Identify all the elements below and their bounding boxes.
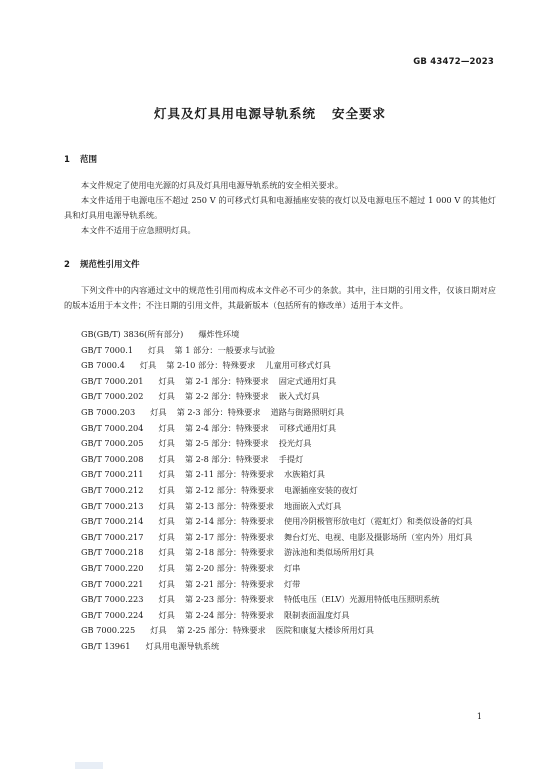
reference-code: GB/T 7000.201 xyxy=(81,375,144,386)
reference-item xyxy=(64,545,496,561)
reference-title: 舞台灯光、电视、电影及摄影场所（室内外）用灯具 xyxy=(283,531,473,542)
section-title: 范围 xyxy=(80,155,98,165)
reference-part: 灯具 xyxy=(158,484,175,495)
reference-item xyxy=(64,577,496,593)
reference-subpart: 第 2-3 部分：特殊要求 xyxy=(176,406,261,417)
reference-subpart: 第 2-14 部分：特殊要求 xyxy=(184,516,274,527)
scope-paragraph: 本文件不适用于应急照明灯具。 xyxy=(81,225,196,235)
reference-item xyxy=(64,467,496,483)
reference-part: 灯具 xyxy=(158,578,175,589)
footer-mark xyxy=(75,762,103,769)
reference-item xyxy=(64,389,496,405)
reference-code: GB/T 7000.220 xyxy=(81,562,144,573)
reference-subpart: 第 2-17 部分：特殊要求 xyxy=(184,531,274,542)
reference-code: GB/T 7000.204 xyxy=(81,422,144,433)
reference-part: 灯具 xyxy=(158,469,175,480)
reference-part: 灯具 xyxy=(158,547,175,558)
reference-code: GB/T 7000.213 xyxy=(81,500,144,511)
reference-subpart: 第 2-25 部分：特殊要求 xyxy=(176,625,266,636)
reference-part: 灯具 xyxy=(139,360,157,371)
reference-item xyxy=(64,623,496,639)
page-number: 1 xyxy=(476,712,482,721)
reference-item xyxy=(64,327,496,343)
reference-code: GB/T 7000.212 xyxy=(81,484,144,495)
reference-subpart: 第 2-4 部分：特殊要求 xyxy=(184,422,269,433)
reference-code: GB 7000.225 xyxy=(81,625,136,636)
reference-item xyxy=(64,436,496,452)
reference-subpart: 第 2-13 部分：特殊要求 xyxy=(184,500,274,511)
reference-title: 道路与街路照明灯具 xyxy=(270,406,345,417)
reference-title: 可移式通用灯具 xyxy=(278,422,337,433)
reference-part: 灯具 xyxy=(148,344,165,355)
reference-part: 灯具 xyxy=(158,500,175,511)
reference-title: 投光灯具 xyxy=(278,438,312,449)
reference-code: GB/T 7000.223 xyxy=(81,594,144,605)
reference-item xyxy=(64,421,496,437)
reference-title: 地面嵌入式灯具 xyxy=(283,500,342,511)
reference-code: GB/T 7000.202 xyxy=(81,391,144,402)
section-number: 2 xyxy=(64,260,70,270)
reference-subpart: 第 2-5 部分：特殊要求 xyxy=(184,438,269,449)
reference-subpart: 第 2-18 部分：特殊要求 xyxy=(184,547,274,558)
reference-part: 灯具 xyxy=(158,375,175,386)
reference-title: 游泳池和类似场所用灯具 xyxy=(283,547,375,558)
reference-item xyxy=(64,343,496,359)
reference-subpart: 第 2-2 部分：特殊要求 xyxy=(184,391,269,402)
reference-list xyxy=(64,327,496,654)
reference-item xyxy=(64,639,496,655)
reference-part: 灯具 xyxy=(158,594,175,605)
section-title: 规范性引用文件 xyxy=(80,260,140,270)
reference-code: GB/T 7000.221 xyxy=(81,578,144,589)
reference-title: 医院和康复大楼诊所用灯具 xyxy=(275,625,374,636)
reference-item xyxy=(64,452,496,468)
scope-paragraph: 本文件适用于电源电压不超过 250 V 的可移式灯具和电源插座安装的夜灯以及电源电压不超过 1 000 V 的其他灯具和灯具用电源导轨系统。 xyxy=(64,195,496,220)
scope-body xyxy=(64,178,496,238)
reference-subpart: 第 2-8 部分：特殊要求 xyxy=(184,453,269,464)
section-number: 1 xyxy=(64,155,70,165)
reference-title: 儿童用可移式灯具 xyxy=(265,360,331,371)
reference-item xyxy=(64,499,496,515)
reference-part: 灯具 xyxy=(158,422,175,433)
reference-item xyxy=(64,374,496,390)
reference-title: 爆炸性环境 xyxy=(198,329,240,339)
reference-item xyxy=(64,514,496,530)
reference-item xyxy=(64,405,496,421)
reference-code: GB/T 7000.211 xyxy=(81,469,144,480)
reference-part: 灯具 xyxy=(158,562,175,573)
reference-code: GB/T 7000.218 xyxy=(81,547,144,558)
section-heading-scope xyxy=(64,153,97,165)
reference-part: 灯具 xyxy=(158,391,175,402)
reference-subpart: 第 2-20 部分：特殊要求 xyxy=(184,562,274,573)
reference-title: 特低电压（ELV）光源用特低电压照明系统 xyxy=(283,594,440,605)
reference-item xyxy=(64,561,496,577)
reference-title: 限制表面温度灯具 xyxy=(283,609,350,620)
reference-code: GB/T 13961 xyxy=(81,640,131,651)
reference-part: 灯具 xyxy=(150,625,167,636)
reference-code: GB 7000.4 xyxy=(81,360,125,371)
reference-subpart: 第 2-11 部分：特殊要求 xyxy=(184,469,274,480)
reference-item xyxy=(64,530,496,546)
reference-subpart: 第 2-12 部分：特殊要求 xyxy=(184,484,274,495)
reference-part: 灯具 xyxy=(158,516,175,527)
reference-title: 水族箱灯具 xyxy=(283,469,325,480)
reference-code: GB/T 7000.1 xyxy=(81,344,134,355)
reference-title: 使用冷阴极管形放电灯（霓虹灯）和类似设备的灯具 xyxy=(283,516,473,527)
reference-code: GB/T 7000.208 xyxy=(81,453,144,464)
reference-subpart: 第 2-10 部分：特殊要求 xyxy=(166,360,256,371)
document-title: 灯具及灯具用电源导轨系统 安全要求 xyxy=(153,106,387,121)
reference-subpart: 第 1 部分：一般要求与试验 xyxy=(174,344,275,355)
standard-code: GB 43472—2023 xyxy=(413,57,494,67)
reference-code: GB/T 7000.224 xyxy=(81,609,144,620)
reference-code: GB/T 7000.205 xyxy=(81,438,144,449)
reference-part: 灯具 xyxy=(158,453,175,464)
reference-title: 手提灯 xyxy=(278,453,304,464)
reference-item xyxy=(64,483,496,499)
reference-code: GB 7000.203 xyxy=(81,406,136,417)
reference-title: 固定式通用灯具 xyxy=(278,375,337,386)
reference-part: 灯具 xyxy=(150,406,167,417)
reference-subpart: 第 2-23 部分：特殊要求 xyxy=(184,594,274,605)
reference-code: GB/T 7000.217 xyxy=(81,531,144,542)
reference-title: 灯带 xyxy=(283,578,301,589)
references-intro-paragraph: 下列文件中的内容通过文中的规范性引用而构成本文件必不可少的条款。其中，注日期的引用文件，仅该日期对应的版本适用于本文件；不注日期的引用文件，其最新版本（包括所有的修改单）适用于本文件。 xyxy=(64,285,496,310)
scope-paragraph: 本文件规定了使用电光源的灯具及灯具用电源导轨系统的安全相关要求。 xyxy=(81,180,344,190)
reference-title: 嵌入式灯具 xyxy=(278,391,320,402)
references-intro xyxy=(64,283,496,313)
reference-part: 灯具 xyxy=(158,438,175,449)
reference-code: GB/T 7000.214 xyxy=(81,516,144,527)
reference-part: 灯具 xyxy=(158,531,175,542)
reference-title: 灯具用电源导轨系统 xyxy=(145,640,220,651)
reference-item xyxy=(64,592,496,608)
reference-title: 电源插座安装的夜灯 xyxy=(283,484,358,495)
reference-item xyxy=(64,608,496,624)
reference-item xyxy=(64,358,496,374)
section-heading-normative-references xyxy=(64,258,140,270)
reference-title: 灯串 xyxy=(283,562,301,573)
reference-subpart: 第 2-21 部分：特殊要求 xyxy=(184,578,274,589)
reference-subpart: 第 2-1 部分：特殊要求 xyxy=(184,375,269,386)
reference-subpart: 第 2-24 部分：特殊要求 xyxy=(184,609,274,620)
reference-code: GB(GB/T) 3836(所有部分) xyxy=(81,329,184,339)
reference-part: 灯具 xyxy=(158,609,175,620)
